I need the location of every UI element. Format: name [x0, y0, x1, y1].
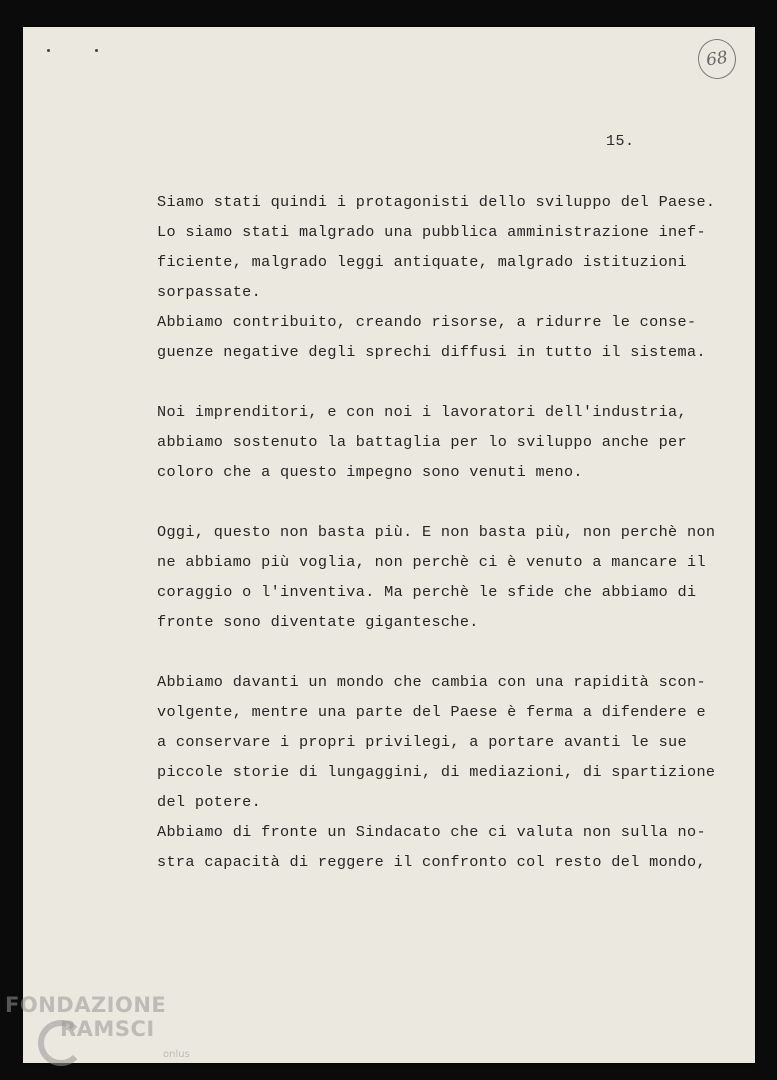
watermark-onlus: onlus: [163, 1049, 190, 1060]
paper-speck: [47, 49, 50, 52]
text-line: Siamo stati quindi i protagonisti dello sviluppo del Paese.: [157, 193, 716, 211]
text-line: stra capacità di reggere il confronto col resto del mondo,: [157, 853, 706, 871]
text-line: ne abbiamo più voglia, non perchè ci è venuto a mancare il: [157, 553, 706, 571]
paragraph-2: [157, 307, 717, 367]
document-page: [23, 27, 755, 1063]
text-line: Abbiamo di fronte un Sindacato che ci valuta non sulla no-: [157, 823, 706, 841]
text-line: coloro che a questo impegno sono venuti meno.: [157, 463, 583, 481]
text-line: a conservare i propri privilegi, a portare avanti le sue: [157, 733, 687, 751]
text-line: piccole storie di lungaggini, di mediazioni, di spartizione: [157, 763, 716, 781]
text-line: volgente, mentre una parte del Paese è ferma a difendere e: [157, 703, 706, 721]
paragraph-4: [157, 517, 717, 637]
text-line: abbiamo sostenuto la battaglia per lo sviluppo anche per: [157, 433, 687, 451]
text-line: fronte sono diventate gigantesche.: [157, 613, 479, 631]
text-line: coraggio o l'inventiva. Ma perchè le sfide che abbiamo di: [157, 583, 697, 601]
paragraph-5: [157, 667, 717, 817]
paper-speck: [95, 49, 98, 52]
paragraph-3: [157, 397, 717, 487]
handwritten-page-annotation: 68: [695, 37, 738, 82]
paragraph-1: [157, 187, 717, 307]
watermark-line-2: RAMSCI: [60, 1017, 155, 1041]
page-number: 15.: [606, 133, 635, 150]
text-line: del potere.: [157, 793, 262, 811]
watermark-g-logo-icon: [38, 1020, 84, 1066]
text-line: sorpassate.: [157, 283, 262, 301]
fondazione-gramsci-watermark: [5, 993, 190, 1060]
text-line: Abbiamo davanti un mondo che cambia con una rapidità scon-: [157, 673, 706, 691]
text-line: Noi imprenditori, e con noi i lavoratori dell'industria,: [157, 403, 687, 421]
text-line: Lo siamo stati malgrado una pubblica amministrazione inef-: [157, 223, 706, 241]
watermark-line-1: FONDAZIONE: [5, 993, 167, 1017]
text-line: Abbiamo contribuito, creando risorse, a ridurre le conse-: [157, 313, 697, 331]
text-line: ficiente, malgrado leggi antiquate, malgrado istituzioni: [157, 253, 687, 271]
typewritten-body: [157, 187, 717, 877]
text-line: Oggi, questo non basta più. E non basta più, non perchè non: [157, 523, 716, 541]
text-line: guenze negative degli sprechi diffusi in tutto il sistema.: [157, 343, 706, 361]
paragraph-6: [157, 817, 717, 877]
